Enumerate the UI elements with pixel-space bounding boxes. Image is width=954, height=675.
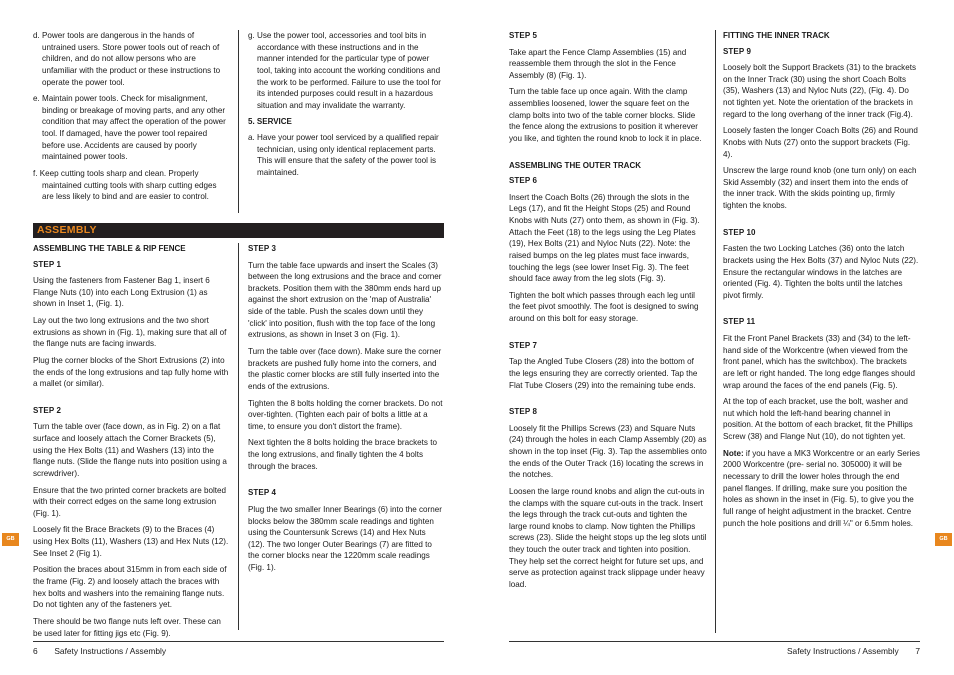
step3-para: Turn the table face upwards and insert the Scales (3) between the long extrusions and the brace and corner brackets. Position them with the 380mm ends hard up against the short extrusion on the 'map of Australia' side of the table. Push the scales down until they 'click' into position, flush with the top face of the long extrusions, as shown in Inset 3 on (Fig. 1). bbox=[248, 260, 442, 340]
step3-para: Tighten the 8 bolts holding the corner brackets. Do not over-tighten. (Tighten each pair of bolts a little at a time, to ensure you don't distort the frame). bbox=[248, 398, 443, 431]
right-col1 bbox=[509, 30, 707, 596]
step2-para: There should be two flange nuts left over. These can be used later for fitting jigs etc (Fig. 9). bbox=[33, 616, 221, 638]
step4-para: Plug the two smaller Inner Bearings (6) into the corner blocks below the 380mm scale readings and tighten using the Countersunk Screws (14) and Hex Nuts (12). The two longer Outer Bearings (7) are fitted to the corner blocks near the 1220mm scale readings (Fig. 1). bbox=[248, 504, 442, 573]
left-col2-bottom bbox=[248, 243, 444, 579]
note-label: Note: bbox=[723, 448, 744, 458]
step10-para: Fasten the two Locking Latches (36) onto the latch brackets using the Hex Bolts (37) and Nyloc Nuts (22). Ensure the rectangular windows in the latches are oriented (Fig. 4). Tighten the bolts until the latches pivot firmly. bbox=[723, 244, 919, 300]
step6-title: STEP 6 bbox=[509, 176, 538, 186]
right-footer bbox=[700, 645, 920, 657]
right-footer-rule bbox=[509, 641, 920, 642]
step1-para: Using the fasteners from Fastener Bag 1, insert 6 Flange Nuts (10) into each Long Extrusion (1) as shown in Inset 1, (Fig. 1). bbox=[33, 276, 210, 309]
step9-para: Loosely bolt the Support Brackets (31) to the brackets on the Inner Track (30) using the short Coach Bolts (35), Washers (13) and Nyloc Nuts (22), (Fig. 4). Do not tighten yet. Note the orientation of the brackets in regard to the long overhang of the inner track (Fig.4). bbox=[723, 63, 917, 119]
right-col2 bbox=[723, 30, 920, 534]
assembly-banner: ASSEMBLY bbox=[33, 223, 444, 238]
left-col1-bottom bbox=[33, 243, 229, 644]
left-footer-rule bbox=[33, 641, 444, 642]
inner-track-heading: FITTING THE INNER TRACK bbox=[723, 31, 830, 40]
step7-title: STEP 7 bbox=[509, 340, 538, 350]
step3-title: STEP 3 bbox=[248, 244, 277, 253]
left-col2-top bbox=[248, 30, 444, 184]
step2-para: Turn the table over (face down, as in Fig. 2) on a flat surface and loosely attach the Corner Brackets (5), using the Hex Bolts (11) and Washers (13) into the flange nuts. (Slide the flange nuts into position using a screwdriver). bbox=[33, 422, 227, 478]
step6-para: Insert the Coach Bolts (26) through the slots in the Legs (17), and fit the Height Stops (25) and Round Knobs with Nuts (27) onto them, as shown in (Fig. 3). Attach the Feet (18) to the legs using the Leg Plates (19), Hex Bolts (21) and Nyloc Nuts (22). Note: the raised bumps on the leg plates must face inwards, touching the legs (see lower Inset Fig. 3). The feet should face away from the leg slots (Fig. 3). bbox=[509, 192, 700, 284]
step11-title: STEP 11 bbox=[723, 317, 756, 327]
step2-title: STEP 2 bbox=[33, 405, 62, 415]
safety-item-d: d. Power tools are dangerous in the hands of untrained users. Store power tools out of reach of children, and do not allow persons who are unfamiliar with the product or these instructions to operate the power tool. bbox=[33, 31, 221, 87]
step10-title: STEP 10 bbox=[723, 227, 756, 237]
step1-title: STEP 1 bbox=[33, 259, 62, 269]
step2-para: Ensure that the two printed corner brackets are bolted with their correct edges on the same long extrusion (Fig. 1). bbox=[33, 485, 227, 518]
right-footer-text: Safety Instructions / Assembly bbox=[786, 646, 899, 656]
step7-para: Tap the Angled Tube Closers (28) into the bottom of the legs ensuring they are correctly oriented. Tap the Flat Tube Closers (29) into the remaining tube ends. bbox=[509, 357, 698, 390]
step4-title: STEP 4 bbox=[248, 488, 277, 498]
right-col-divider bbox=[715, 30, 716, 633]
outer-track-heading: ASSEMBLING THE OUTER TRACK bbox=[509, 160, 641, 170]
note-text: if you have a MK3 Workcentre or an early Series 2000 Workcentre (pre- serial no. 305000) it will be necessary to drill the lower holes through the end panel flanges. If drilling, make sure you position the holes as shown in the inset in (Fig. 5), to give you the full range of height adjustment in the bracket. Centre punch the hole positions and drill ¼" or 6.5mm holes. bbox=[723, 448, 920, 528]
step5-title: STEP 5 bbox=[509, 31, 538, 40]
service-heading: 5. SERVICE bbox=[248, 117, 292, 127]
step11-para: At the top of each bracket, use the bolt, washer and nut which hold the left-hand bearing channel in position. At the bottom of each bracket, fit the Phillips Screw (38) and Flange Nut (10), do not tighten yet. bbox=[723, 397, 913, 442]
step11-note bbox=[723, 448, 920, 529]
left-col1-top bbox=[33, 30, 229, 208]
step1-para: Lay out the two long extrusions and the two short extrusions as shown in (Fig. 1), making sure that all of the flange nuts are facing inwards. bbox=[33, 315, 227, 349]
step9-para: Loosely fasten the longer Coach Bolts (26) and Round Knobs with Nuts (27) onto the support brackets (Fig. 4). bbox=[723, 126, 918, 159]
left-footer bbox=[33, 645, 166, 657]
table-section-heading: ASSEMBLING THE TABLE & RIP FENCE bbox=[33, 244, 186, 253]
left-gb-tab: GB bbox=[2, 533, 19, 546]
step2-para: Position the braces about 315mm in from each side of the frame (Fig. 2) and loosely attach the braces with hex bolts and washers into the remaining flange nuts. Do not tighten any of the fasteners yet. bbox=[33, 565, 227, 610]
step11-para: Fit the Front Panel Brackets (33) and (34) to the left-hand side of the Workcentre (when viewed from the front panel, which has the switchbox). The brackets are left or right handed. The long edge flanges should wrap around the faces of the end panels (Fig. 5). bbox=[723, 333, 915, 390]
left-page-number: 6 bbox=[33, 646, 38, 656]
left-bottom-divider bbox=[238, 243, 239, 630]
right-page-number: 7 bbox=[915, 646, 920, 656]
step2-para: Loosely fit the Brace Brackets (9) to the Braces (4) using Hex Bolts (11), Washers (13) and Hex Nuts (12). See Inset 2 (Fig 1). bbox=[33, 525, 229, 558]
safety-item-f: f. Keep cutting tools sharp and clean. Properly maintained cutting tools with sharp cutting edges are less likely to bind and are easier to control. bbox=[33, 169, 217, 202]
service-item-a: a. Have your power tool serviced by a qualified repair technician, using only identical replacement parts. This will ensure that the safety of the power tool is maintained. bbox=[248, 133, 439, 177]
left-footer-text: Safety Instructions / Assembly bbox=[54, 646, 167, 656]
step8-para: Loosen the large round knobs and align the cut-outs in the clamps with the square cut-outs in the track. Insert the legs through the track cut-outs and tighten the large round knobs to clamp. Now tighten the Phillips screws (23). Slide the height stops up the leg slots until they touch the outer track and tighten into position. They help set the correct height for future set ups, and serve as protection against track slippage under heavy load. bbox=[509, 486, 707, 589]
step8-title: STEP 8 bbox=[509, 407, 538, 417]
step6-para: Tighten the bolt which passes through each leg until the feet pivot smoothly. The foot is designed to swing around on this bolt for easy storage. bbox=[509, 290, 699, 324]
step3-para: Turn the table over (face down). Make sure the corner brackets are pushed fully home into the corners, and the plastic corner blocks are still fully inserted into the ends of the extrusions. bbox=[248, 347, 442, 391]
step5-para: Turn the table face up once again. With the clamp assemblies loosened, lower the square feet on the clamp bolts into two of the table corner blocks. Slide the fence along the extrusions to position it wherever you like, and tighten the round knob to lock it in place. bbox=[509, 87, 702, 143]
step1-para: Plug the corner blocks of the Short Extrusions (2) into the ends of the long extrusions and tap fully home with a mallet (or similar). bbox=[33, 355, 229, 389]
safety-item-e: e. Maintain power tools. Check for misalignment, binding or breakage of moving parts, and any other condition that may affect the operation of the power tool. If damaged, have the power tool repaired before use. Accidents are caused by poorly maintained power tools. bbox=[33, 94, 226, 162]
step9-title: STEP 9 bbox=[723, 46, 752, 56]
step8-para: Loosely fit the Phillips Screws (23) and Square Nuts (24) through the holes in each Clamp Assembly (20) as shown in the top inset (Fig. 3). Tap the assemblies onto the ends of the Outer Track (16) locating the screws in the notches. bbox=[509, 423, 707, 480]
safety-item-g: g. Use the power tool, accessories and tool bits in accordance with these instructions and in the manner intended for the particular type of power tool, taking into account the working conditions and the work to be performed. Failure to use the tool for its intended purposes could result in a hazardous situation and may invalidate the warranty. bbox=[248, 31, 442, 110]
step3-para: Next tighten the 8 bolts holding the brace brackets to the long extrusions, and finally tighten the 4 bolts through the braces. bbox=[248, 438, 437, 471]
left-top-divider bbox=[238, 30, 239, 213]
right-gb-tab: GB bbox=[935, 533, 952, 546]
step5-para: Take apart the Fence Clamp Assemblies (15) and reassemble them through the slot in the Fence Assembly (8) (Fig. 1). bbox=[509, 47, 687, 80]
step9-para: Unscrew the large round knob (one turn only) on each Skid Assembly (32) and insert them into the ends of the inner track. With the skids pointing up, firmly tighten the knobs. bbox=[723, 166, 917, 211]
